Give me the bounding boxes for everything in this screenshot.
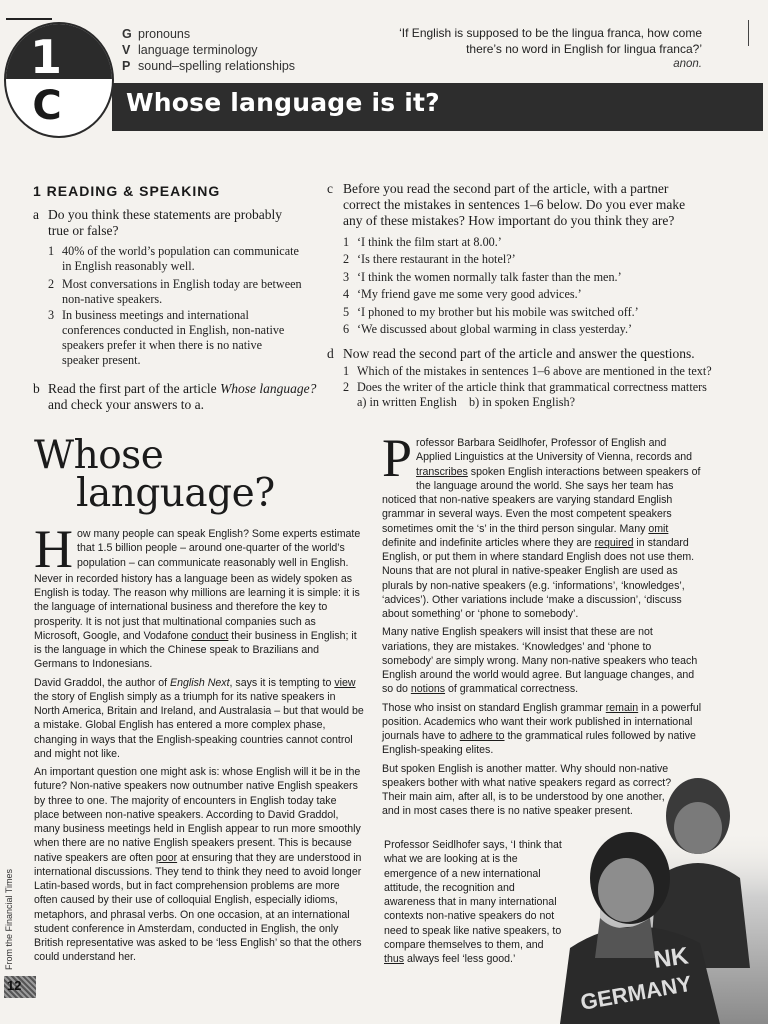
- article-paragraph: How many people can speak English? Some experts estimate that 1.5 billion people – around one-quarter of the world’s population – can communicate reasonably well in English.: [34, 519, 361, 579]
- article-paragraph: Never in recorded history has a language been as widely spoken as English is today. The reason why millions are learning it is simple: it is the language of international business and therefore the key to prosperity. It is not just that multinational companies such as Microsoft, Google, and Vodafone conduct their business in English; it is the language in which the Chinese speak to Brazilians and Germans to Indonesians.: [34, 572, 360, 671]
- exercise-a-item: 2 Most conversations in English today are between non-native speakers.: [48, 277, 302, 306]
- exercise-a-letter: a: [33, 207, 39, 222]
- article-right-column-lower: [384, 838, 564, 966]
- list-item: 6 ‘We discussed about global warming in class yesterday.’: [343, 322, 633, 337]
- article-paragraph: Many native English speakers will insist that these are not variations, they are mistakes. ‘Knowledges’ and ‘phone to somebody’ are simply wrong. Many non-native speakers who teach English around the world would agree. But language changes, and so do notions of grammatical correctness.: [382, 626, 698, 696]
- article-title: Whose language?: [34, 433, 275, 516]
- exercise-d-prompt: Now read the second part of the article and answer the questions.: [343, 346, 695, 361]
- unit-number: 1: [30, 30, 63, 84]
- article-paragraph: David Graddol, the author of English Next, says it is tempting to view the story of English simply as a triumph for its native speakers in North America, Britain and Ireland, and Australasia – but that would be a mistake. Global English has entered a more complex phase, changing in ways that the English-speaking countries cannot control and might not like.: [34, 676, 364, 760]
- article-paragraph: Professor Seidlhofer says, ‘I think that what we are looking at is the emergence of a new international attitude, the recognition and awareness that in many international contexts non-native speakers do not need to speak like native speakers, to compare themselves to them, and thus always feel ‘less good.’: [384, 839, 562, 965]
- drop-cap: P: [382, 428, 413, 488]
- exercise-a-prompt: Do you think these statements are probably true or false?: [48, 207, 282, 238]
- exercise-d-letter: d: [327, 346, 334, 361]
- article-paragraph: But spoken English is another matter. Why should non-native speakers bother with what native speakers regard as correct? Their main aim, after all, is to be understood by one another, and in most cases there is no native speaker present.: [382, 762, 672, 818]
- epigraph-quote: ‘If English is supposed to be the lingua franca, how come there’s no word in English for lingua franca?’: [399, 26, 702, 56]
- quote-author: anon.: [673, 58, 702, 70]
- drop-cap: H: [34, 519, 73, 579]
- focus-pronunciation: P sound–spelling relationships: [122, 59, 296, 73]
- exercise-a-item: 3 In business meetings and international conferences conducted in English, non-native speakers prefer it when there is no native speaker present.: [48, 308, 285, 367]
- list-item: 5 ‘I phoned to my brother but his mobile was switched off.’: [343, 304, 639, 319]
- article-paragraph: Professor Barbara Seidlhofer, Professor of English and Applied Linguistics at the University of Vienna, records and transcribes spoken English interactions between speakers of the language around the world. She says her team has noticed that non-native speakers are varying standard English grammar in several ways. Even the most competent speakers sometimes omit the ‘s’ in the third person singular. Many omit definite and indefinite articles where they are required in standard English, or put them in where standard English does not use them. Nouns that are not plural in native-speaker English are used as plurals by non-native speakers (e.g. ‘informations’, ‘knowledges’, ‘advices’). Other variations include ‘make a discussion’, ‘discuss about something’ or ‘phone to somebody’.: [382, 428, 701, 620]
- photo-shirt-text: GERMANY: [578, 970, 694, 1015]
- page-title: Whose language is it?: [126, 88, 440, 117]
- article-right-column: [382, 428, 702, 819]
- exercise-b-letter: b: [33, 381, 40, 396]
- focus-grammar: G pronouns: [122, 27, 191, 41]
- exercise-c-letter: c: [327, 181, 333, 196]
- list-item: 2 ‘Is there restaurant in the hotel?’: [343, 252, 516, 267]
- supporters-photo: [560, 768, 768, 1024]
- exercise-d-items: 1 Which of the mistakes in sentences 1–6 above are mentioned in the text? 2 Does the writer of the article think that grammatical correctness matters a) in written English b) in spoken English?: [343, 364, 712, 409]
- exercise-b-prompt: Read the first part of the article Whose language? and check your answers to a.: [48, 381, 317, 412]
- exercise-a-item: 1 40% of the world’s population can communicate in English reasonably well.: [48, 244, 299, 273]
- list-item: 3 ‘I think the women normally talk faster than the men.’: [343, 269, 622, 284]
- article-left-column: [34, 519, 364, 965]
- edge-rule: [748, 20, 749, 46]
- list-item: 4 ‘My friend gave me some very good advices.’: [343, 287, 582, 302]
- page-number-block: [4, 976, 36, 998]
- top-rule: [6, 18, 52, 20]
- section-heading: 1 READING & SPEAKING: [33, 183, 221, 199]
- exercise-c-items: [343, 234, 753, 338]
- article-paragraph: Those who insist on standard English grammar remain in a powerful position. Academics who want their work published in international journals have to adhere to the grammatical rules followed by native English-speaking elites.: [382, 701, 702, 757]
- article-paragraph: An important question one might ask is: whose English will it be in the future? Non-native speakers now outnumber native English speakers by three to one. The majority of encounters in English today take place between non-native speakers. According to David Graddol, many business meetings held in English appear to run more smoothly when there are no native English speakers present. This is because native speakers are often poor at ensuring that they are understood in international discussions. They tend to think they need to avoid longer Latin-based words, but in fact comprehension problems are more often caused by their use of colloquial English, especially idioms, metaphors, and phrasal verbs. On one occasion, at an international student conference in Amsterdam, conducted in English, the only British representative was asked to be ‘less English’ so that the others could understand her.: [34, 766, 362, 964]
- exercise-c-prompt: Before you read the second part of the article, with a partner correct the mistakes in sentences 1–6 below. Do you ever make any of these mistakes? How important do you think they are?: [343, 181, 686, 228]
- page-number: 12: [7, 978, 22, 993]
- photo-shirt-text-top: NK: [652, 942, 691, 974]
- focus-vocabulary: V language terminology: [122, 43, 258, 57]
- list-item: 1 ‘I think the film start at 8.00.’: [343, 235, 502, 249]
- unit-letter: C: [32, 83, 62, 129]
- source-credit: From the Financial Times: [4, 868, 14, 970]
